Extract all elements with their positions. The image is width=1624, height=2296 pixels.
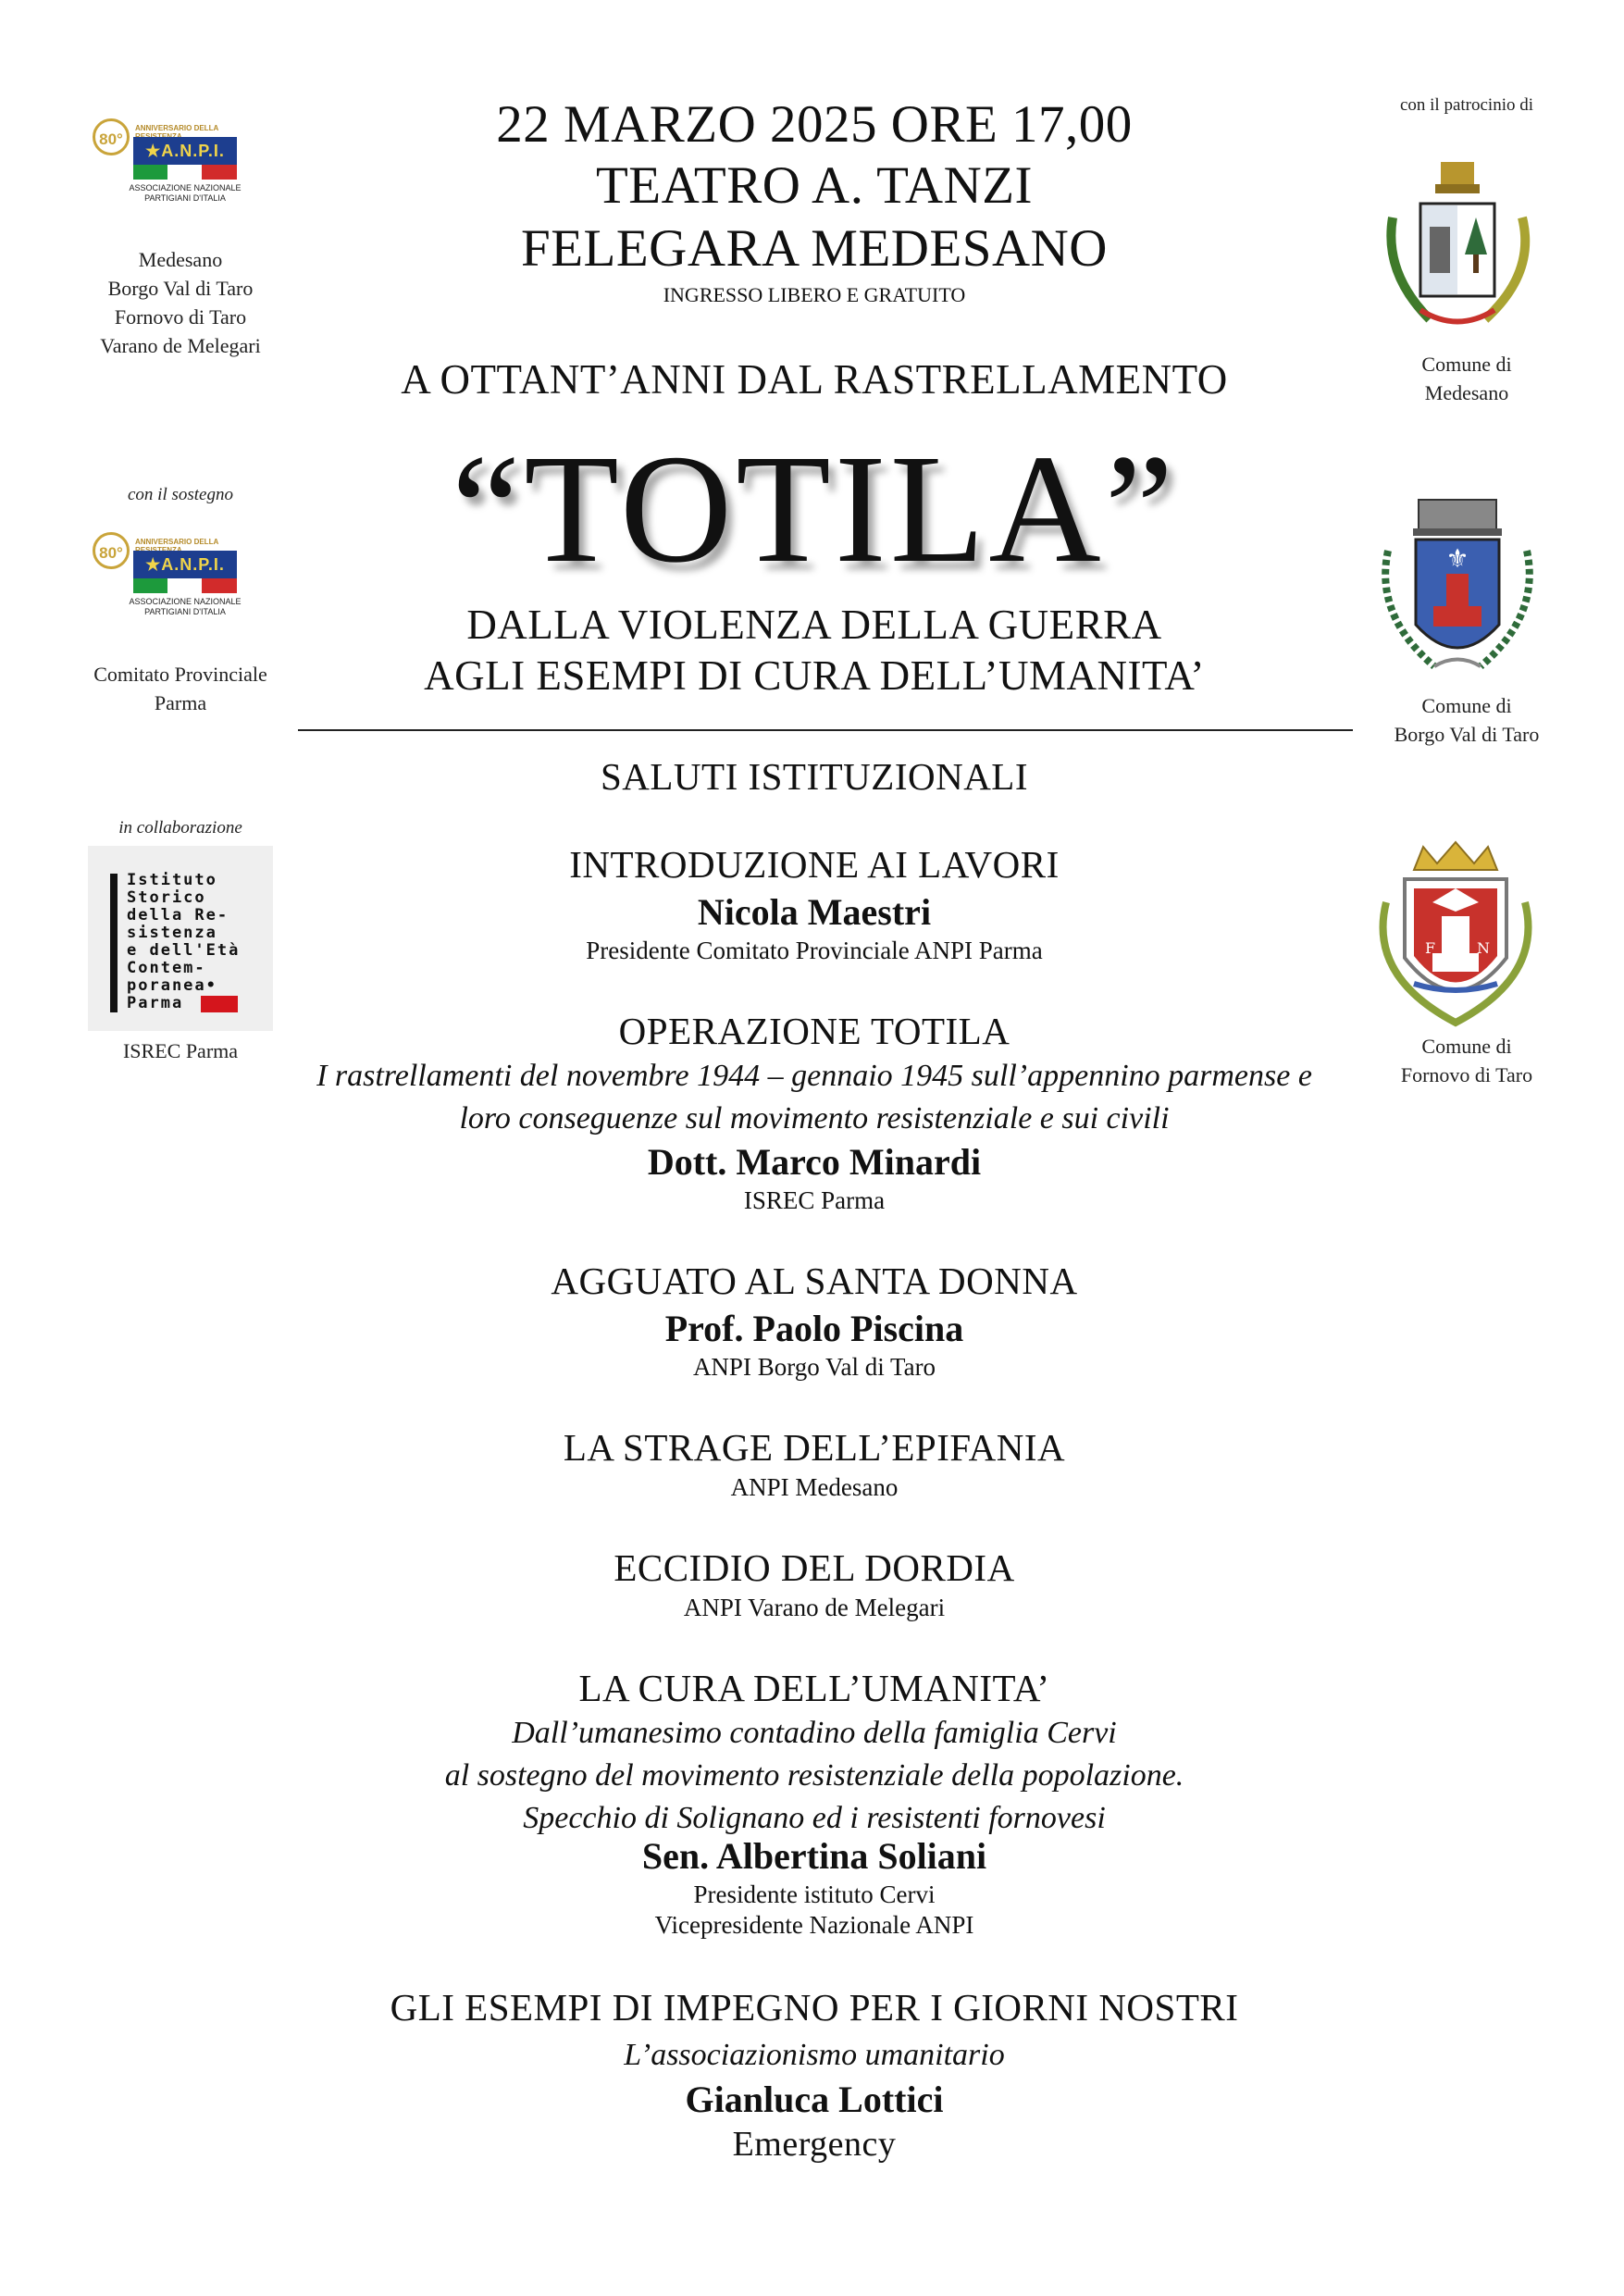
svg-text:⚜: ⚜ [1445, 543, 1469, 574]
anpi-caption: ASSOCIAZIONE NAZIONALE PARTIGIANI D'ITALIA [129, 597, 242, 616]
speaker-role: ANPI Borgo Val di Taro [692, 1353, 936, 1381]
isrec-logo [88, 846, 273, 1031]
anpi-sections-list [56, 245, 305, 360]
comune-borgo-val-di-taro-label: Comune di Borgo Val di Taro [1394, 694, 1540, 746]
patronage-label: con il patrocinio di [1399, 95, 1534, 115]
event-tagline [305, 600, 1323, 701]
speaker-role: Vicepresidente Nazionale ANPI [654, 1911, 974, 1939]
tagline-line-2: AGLI ESEMPI DI CURA DELL’UMANITA’ [424, 652, 1205, 699]
isrec-logo-text: Istituto Storico della Re- sistenza e dell'Età Contem- poranea• Parma [127, 871, 241, 1012]
section-item: Medesano [138, 248, 223, 271]
medesano-coat-of-arms-icon [1365, 153, 1550, 347]
program-item-title: INTRODUZIONE AI LAVORI [569, 843, 1060, 886]
speaker-name: Prof. Paolo Piscina [664, 1308, 964, 1349]
speaker-role: ISREC Parma [743, 1186, 886, 1214]
event-title: “TOTILA” [451, 423, 1178, 595]
program-item-title: LA STRAGE DELL’EPIFANIA [563, 1426, 1066, 1469]
program-item-description: I rastrellamenti del novembre 1944 – gennaio 1945 sull’appennino parmense e loro conseguenze sul movimento resistenziale e sui civili [316, 1059, 1312, 1136]
italian-flag-icon [133, 165, 237, 180]
speaker-role: ANPI Medesano [730, 1473, 899, 1501]
event-place: FELEGARA MEDESANO [521, 219, 1108, 278]
fornovo-letter-f: F [1425, 939, 1436, 957]
anpi-logo-provincial [93, 532, 241, 634]
anpi-anniversary-text: ANNIVERSARIO DELLA [135, 124, 218, 132]
section-item: Fornovo di Taro [114, 305, 247, 329]
program-item-title: LA CURA DELL’UMANITA’ [578, 1667, 1050, 1709]
fornovo-letter-n: N [1477, 939, 1490, 957]
speaker-name: Gianluca Lottici [685, 2079, 944, 2120]
isrec-caption: ISREC Parma [122, 1039, 239, 1062]
speaker-organization: Emergency [732, 2125, 897, 2164]
event-subtitle: A OTTANT’ANNI DAL RASTRELLAMENTO [401, 356, 1228, 403]
support-label: con il sostegno [128, 485, 233, 504]
speaker-name: Sen. Albertina Soliani [641, 1835, 987, 1877]
program-item-title: OPERAZIONE TOTILA [618, 1010, 1010, 1052]
greetings-heading: SALUTI ISTITUZIONALI [600, 755, 1029, 798]
program-item-description: L’associazionismo umanitario [624, 2038, 1005, 2072]
section-item: Borgo Val di Taro [107, 277, 254, 300]
anpi-caption: ASSOCIAZIONE NAZIONALE PARTIGIANI D'ITALIA [129, 183, 242, 203]
event-venue: TEATRO A. TANZI [595, 156, 1034, 215]
anpi-band: ★A.N.P.I. [133, 551, 237, 578]
speaker-role: Presidente Comitato Provinciale ANPI Parma [586, 937, 1043, 964]
anpi-band: ★A.N.P.I. [133, 137, 237, 165]
comune-medesano-label: Comune di Medesano [1421, 353, 1512, 404]
tagline-line-1: DALLA VIOLENZA DELLA GUERRA [466, 602, 1162, 648]
comune-fornovo-di-taro-label: Comune di Fornovo di Taro [1400, 1035, 1533, 1086]
speaker-role: Presidente istituto Cervi [693, 1880, 936, 1908]
speaker-name: Nicola Maestri [697, 891, 932, 933]
speaker-name: Dott. Marco Minardi [647, 1141, 982, 1183]
anpi-anniversary-text: ANNIVERSARIO DELLA [135, 538, 218, 546]
entry-info: INGRESSO LIBERO E GRATUITO [663, 283, 966, 306]
program-item-description: Dall’umanesimo contadino della famiglia Cervi al sostegno del movimento resistenziale della popolazione. Specchio di Solignano ed i resistenti fornovesi [444, 1716, 1184, 1835]
anpi-80-badge: 80° [93, 118, 130, 155]
section-item: Varano de Melegari [100, 334, 261, 357]
provincial-committee: Comitato Provinciale Parma [93, 663, 267, 714]
fornovo-di-taro-coat-of-arms-icon [1368, 838, 1543, 1032]
collab-label: in collaborazione [118, 818, 242, 838]
isrec-logo-red-block [201, 996, 238, 1012]
header-divider [298, 729, 1353, 731]
speaker-role: ANPI Varano de Melegari [683, 1594, 946, 1621]
program-item-title: ECCIDIO DEL DORDIA [614, 1546, 1015, 1589]
program-item-title: GLI ESEMPI DI IMPEGNO PER I GIORNI NOSTRI [390, 1986, 1239, 2029]
program-item-title: AGGUATO AL SANTA DONNA [551, 1260, 1078, 1302]
event-date-time: 22 MARZO 2025 ORE 17,00 [496, 95, 1133, 154]
borgo-val-di-taro-coat-of-arms-icon [1365, 495, 1550, 680]
anpi-logo-top [93, 118, 241, 220]
anpi-80-badge: 80° [93, 532, 130, 569]
isrec-logo-bar [110, 874, 118, 1012]
italian-flag-icon [133, 578, 237, 593]
